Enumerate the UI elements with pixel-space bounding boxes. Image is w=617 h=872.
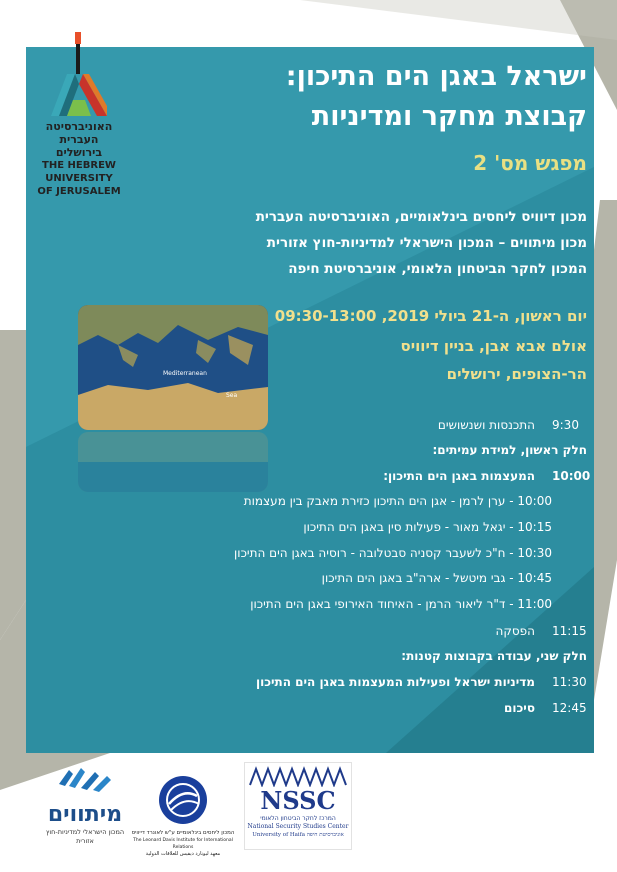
grey-strip-top — [300, 0, 617, 40]
nssc-caption-en2 — [245, 831, 351, 839]
schedule-item-11: מדיניות ישראל ופעילות המעצמות באגן הים התיכון — [255, 675, 535, 689]
schedule-time-3: 10:00 — [552, 469, 591, 483]
map-reflection — [78, 432, 268, 492]
nssc-caption-he2: אוניברסיטת חיפה — [306, 832, 344, 838]
davis-caption-he: המכון ליחסים בינלאומיים ע"ש לאונרד דייוויס — [131, 830, 235, 836]
huji-english-line-1: THE HEBREW — [42, 160, 116, 171]
event-date-time: יום ראשון, ה-21 ביולי 2019, 09:30-13:00 — [274, 307, 587, 325]
huji-hebrew-line-2: העברית — [59, 133, 99, 146]
schedule-talk-5: 11:00 - ד"ר ליאור הרמן - האיחוד האירופי באגן הים התיכון — [250, 597, 552, 611]
davis-caption-en: The Leonard Davis Institute for International Relations — [133, 838, 233, 850]
nssc-name: NSSC — [260, 786, 336, 815]
davis-caption-ar: معهد ليونارد ديفيس للعلاقات الدولية — [145, 851, 221, 857]
institute-nssc: המכון לחקר הביטחון הלאומי, אוניברסיטת חיפה — [288, 261, 587, 277]
schedule-talk-4: 10:45 - גבי מיטשל - ארה"ב באגן הים התיכון — [321, 571, 552, 585]
huji-hebrew-line-3: בירושלים — [55, 146, 103, 159]
nssc-caption-he: המרכז לחקר הביטחון הלאומי — [260, 815, 336, 822]
schedule-talk-2: 10:15 - יגאל מאור - פעילות סין באגן הים התיכון — [303, 520, 552, 534]
page-title-line-1: ישראל באגן הים התיכון: — [285, 61, 587, 92]
nssc-caption-en: National Security Studies Center — [247, 823, 349, 830]
schedule-time-12: 12:45 — [552, 701, 587, 715]
page-title-line-2: קבוצת מחקר ומדיניות — [311, 101, 587, 132]
huji-english-line-3: OF JERUSALEM — [37, 186, 121, 197]
hebrew-university-logo — [24, 30, 134, 220]
mitvim-logo — [44, 764, 126, 844]
davis-globe-icon — [157, 774, 209, 826]
institute-davis: מכון דיוויס ליחסים בינלאומיים, האוניברסיטה העברית — [255, 209, 587, 225]
event-location: הר-הצופים, ירושלים — [446, 365, 587, 383]
nssc-logo — [244, 762, 352, 850]
partner-logos — [0, 760, 617, 870]
schedule-break: הפסקה — [495, 624, 535, 638]
mediterranean-map-image — [78, 305, 268, 430]
mitvim-caption: המכון הישראלי למדיניות-חוץ אזורית — [45, 828, 125, 845]
nssc-caption-university: University of Haifa — [252, 832, 306, 838]
huji-emblem-icon — [49, 30, 109, 120]
nssc-pattern-icon — [248, 765, 348, 787]
schedule-section-2: חלק שני, עבודה בקבוצות קטנות: — [401, 649, 587, 663]
schedule-time-9: 11:15 — [552, 624, 587, 638]
map-sea-label-2: Sea — [226, 392, 238, 399]
davis-institute-logo — [128, 774, 238, 857]
huji-hebrew-line-1: האוניברסיטה — [45, 120, 113, 133]
schedule-talk-1: 10:00 - ערן לרמן - אגן הים התיכון כזירת מאבק בין מעצמות — [243, 494, 552, 508]
schedule-time-1: 9:30 — [552, 418, 579, 432]
schedule-section-1: חלק ראשון, למידת עמיתים: — [432, 443, 587, 457]
schedule-time-11: 11:30 — [552, 675, 587, 689]
schedule-item-1: התכנסות ושנשושים — [437, 418, 535, 432]
grey-band-left — [0, 330, 26, 640]
meeting-subtitle: מפגש מס' 2 — [473, 151, 587, 175]
schedule-talk-3: 10:30 - ח"כ לשעבר קסניה סבטלובה - רוסיה באגן הים התיכון — [234, 546, 552, 560]
institute-mitvim: מכון מיתווים – המכון הישראלי למדיניות-חוץ אזורית — [266, 235, 587, 251]
huji-english-line-2: UNIVERSITY — [45, 173, 113, 184]
event-venue: אולם אבא אבן, בניין דיוויס — [400, 337, 587, 355]
map-sea-label: Mediterranean — [163, 370, 207, 377]
mitvim-birds-icon — [55, 764, 115, 798]
schedule-summary: סיכום — [504, 701, 535, 715]
schedule-item-3: המעצמות באגן הים התיכון: — [383, 469, 535, 483]
mitvim-name: מיתווים — [47, 802, 123, 827]
